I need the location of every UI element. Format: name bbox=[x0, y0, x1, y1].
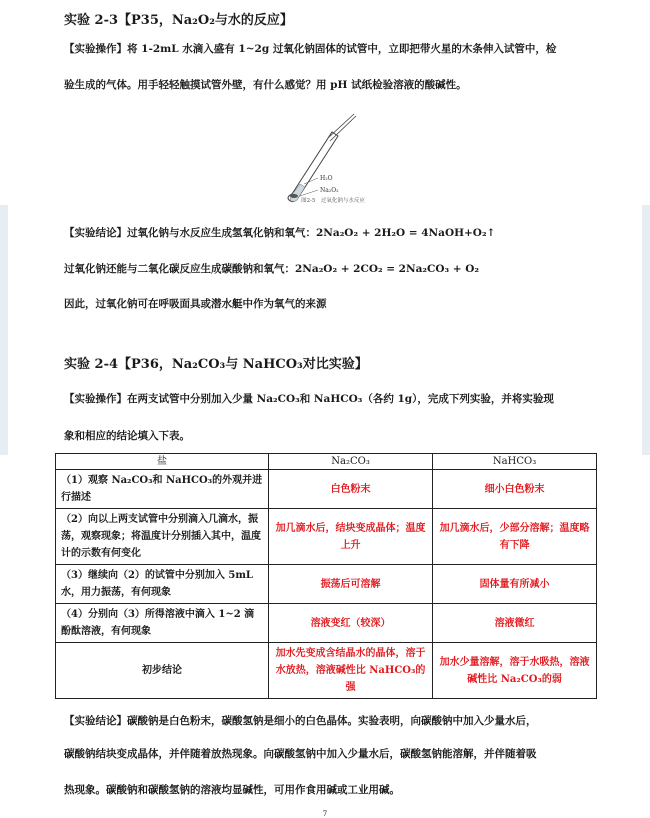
page-number: 7 bbox=[322, 810, 328, 818]
exp24-conclusion-2: 碳酸钠结块变成晶体，并伴随着放热现象。向碳酸氢钠中加入少量水后，碳酸氢钠能溶解，并伴随着吸 bbox=[64, 748, 537, 760]
table-row bbox=[56, 565, 597, 604]
row-na2co3-result: 溶液变红（较深） bbox=[269, 604, 433, 643]
exp23-operation-1: 【实验操作】将 1-2mL 水滴入盛有 1~2g 过氧化钠固体的试管中，立即把带火星的木条伸入试管中，检 bbox=[64, 43, 557, 55]
row-na2co3-result: 振荡后可溶解 bbox=[269, 565, 433, 604]
exp23-conclusion-3: 因此，过氧化钠可在呼吸面具或潜水艇中作为氧气的来源 bbox=[64, 298, 327, 310]
row-nahco3-result: 加水少量溶解，溶于水吸热，溶液碱性比 Na₂CO₃的弱 bbox=[433, 643, 597, 699]
row-na2co3-result: 白色粉末 bbox=[269, 470, 433, 509]
exp24-operation-2: 象和相应的结论填入下表。 bbox=[64, 430, 190, 442]
exp23-title: 实验 2-3【P35，Na₂O₂与水的反应】 bbox=[64, 13, 293, 28]
row-nahco3-result: 细小白色粉末 bbox=[433, 470, 597, 509]
table-header-row bbox=[56, 454, 597, 470]
table-row-conclusion bbox=[56, 643, 597, 699]
figure-caption: 图2-5 过氧化钠与水反应 bbox=[301, 198, 365, 204]
table-row bbox=[56, 509, 597, 565]
label-solid: Na₂O₂ bbox=[320, 187, 339, 194]
comparison-table bbox=[55, 453, 597, 699]
exp24-conclusion-3: 热现象。碳酸钠和碳酸氢钠的溶液均显碱性，可用作食用碱或工业用碱。 bbox=[64, 784, 400, 796]
table-row bbox=[56, 470, 597, 509]
right-margin-band bbox=[642, 205, 650, 455]
table-row bbox=[56, 604, 597, 643]
row-nahco3-result: 固体量有所减小 bbox=[433, 565, 597, 604]
exp24-conclusion-1: 【实验结论】碳酸钠是白色粉末，碳酸氢钠是细小的白色晶体。实验表明，向碳酸钠中加入少量水后， bbox=[64, 715, 537, 727]
exp23-conclusion-2: 过氧化钠还能与二氧化碳反应生成碳酸钠和氧气：2Na₂O₂ + 2CO₂ = 2Na₂CO₃ + O₂ bbox=[64, 263, 479, 275]
header-na2co3: Na₂CO₃ bbox=[269, 454, 433, 470]
row-step: （3）继续向（2）的试管中分别加入 5mL 水，用力振荡，有何现象 bbox=[56, 565, 269, 604]
row-na2co3-result: 加水先变成含结晶水的晶体，溶于水放热，溶液碱性比 NaHCO₃的强 bbox=[269, 643, 433, 699]
label-water: H₂O bbox=[320, 175, 333, 182]
exp24-operation-1: 【实验操作】在两支试管中分别加入少量 Na₂CO₃和 NaHCO₃（各约 1g），完成下列实验，并将实验现 bbox=[64, 393, 554, 405]
row-na2co3-result: 加几滴水后，结块变成晶体；温度上升 bbox=[269, 509, 433, 565]
test-tube-figure bbox=[270, 112, 390, 208]
left-margin-band bbox=[0, 205, 8, 455]
exp23-operation-2: 验生成的气体。用手轻轻触摸试管外壁，有什么感觉？用 pH 试纸检验溶液的酸碱性。 bbox=[64, 79, 467, 91]
header-salt: 盐 bbox=[56, 454, 269, 470]
row-step: （4）分别向（3）所得溶液中滴入 1~2 滴酚酞溶液，有何现象 bbox=[56, 604, 269, 643]
exp23-conclusion-1: 【实验结论】过氧化钠与水反应生成氢氧化钠和氧气：2Na₂O₂ + 2H₂O = 4NaOH+O₂↑ bbox=[64, 227, 496, 239]
row-nahco3-result: 溶液微红 bbox=[433, 604, 597, 643]
exp24-title: 实验 2-4【P36，Na₂CO₃与 NaHCO₃对比实验】 bbox=[64, 357, 368, 372]
header-nahco3: NaHCO₃ bbox=[433, 454, 597, 470]
row-step: （1）观察 Na₂CO₃和 NaHCO₃的外观并进行描述 bbox=[56, 470, 269, 509]
row-step: （2）向以上两支试管中分别滴入几滴水，振荡，观察现象；将温度计分别插入其中，温度计的示数有何变化 bbox=[56, 509, 269, 565]
row-nahco3-result: 加几滴水后，少部分溶解；温度略有下降 bbox=[433, 509, 597, 565]
row-step: 初步结论 bbox=[56, 643, 269, 699]
